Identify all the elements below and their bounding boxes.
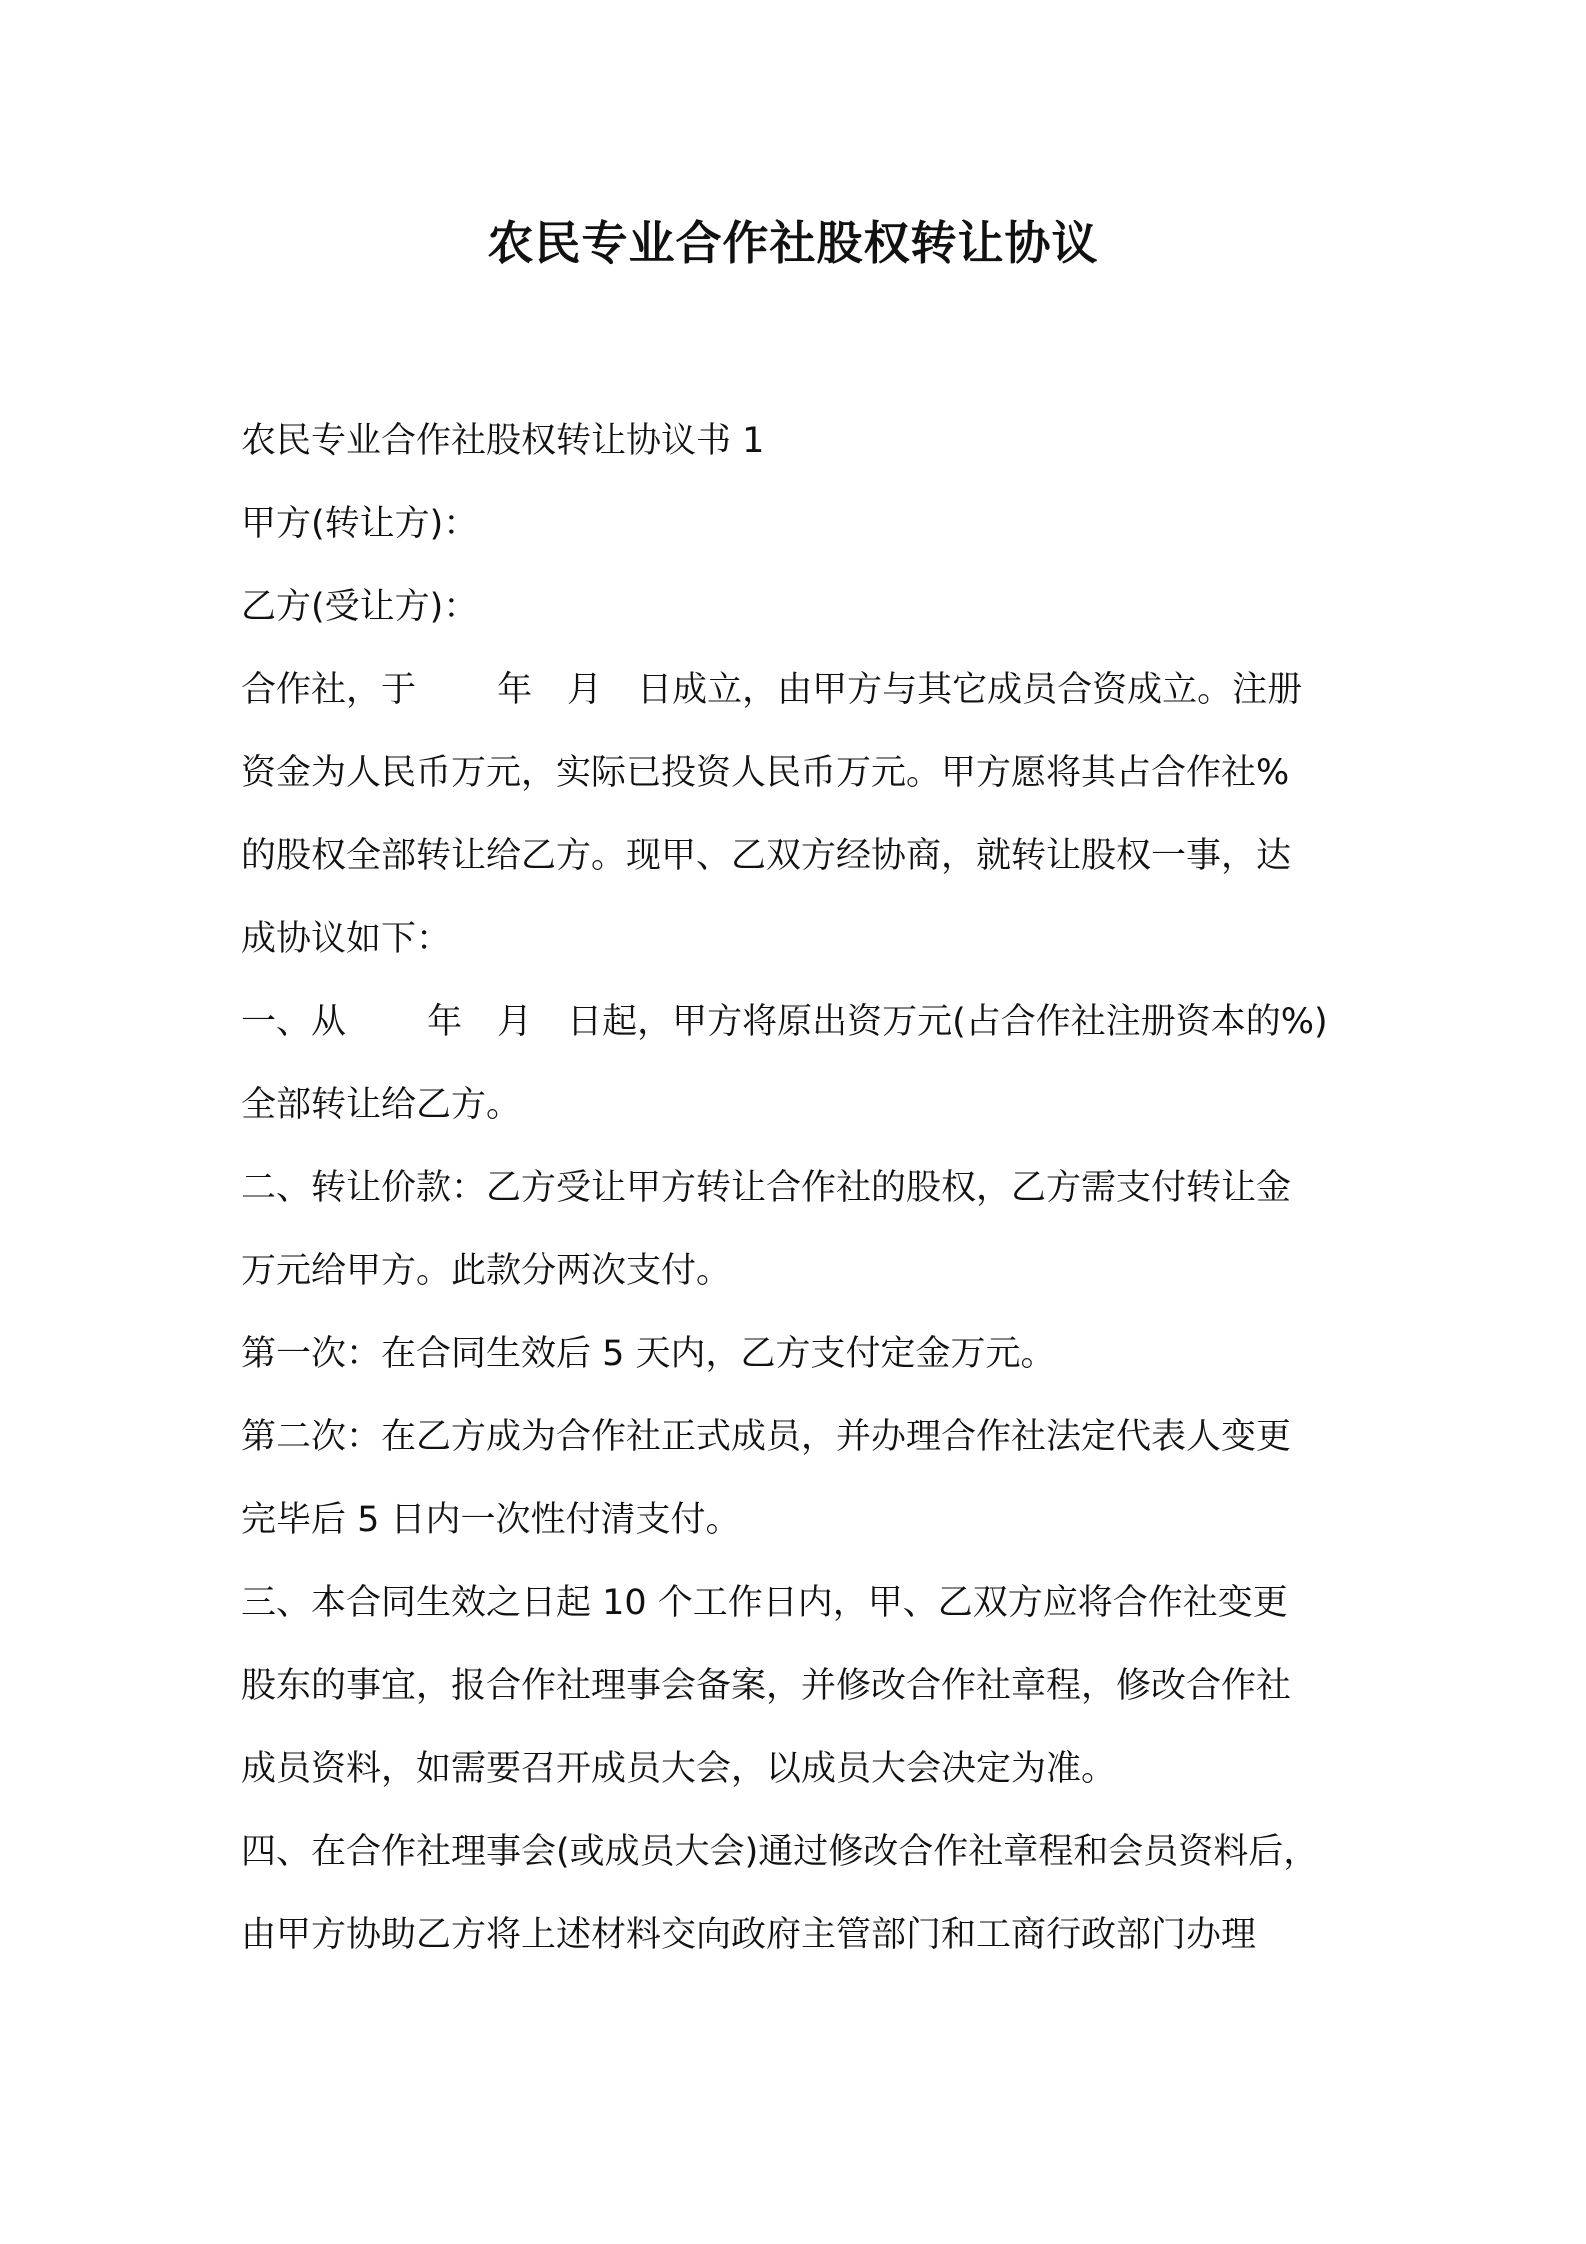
clause-three-line: 股东的事宜，报合作社理事会备案，并修改合作社章程，修改合作社 <box>241 1666 1292 1706</box>
second-payment-line: 完毕后 5 日内一次性付清支付。 <box>241 1500 741 1540</box>
clause-two-line: 万元给甲方。此款分两次支付。 <box>241 1251 732 1291</box>
paragraph-line: 成协议如下： <box>241 919 452 959</box>
paragraph-line: 合作社，于 年 月 日成立，由甲方与其它成员合资成立。注册 <box>241 670 1303 710</box>
clause-three-line: 成员资料，如需要召开成员大会，以成员大会决定为准。 <box>241 1749 1117 1789</box>
party-a-line: 甲方(转让方)： <box>241 504 479 544</box>
first-payment-line: 第一次：在合同生效后 5 天内，乙方支付定金万元。 <box>241 1334 1056 1374</box>
document-body <box>241 411 1361 1988</box>
clause-one-line: 一、从 年 月 日起，甲方将原出资万元(占合作社注册资本的%) <box>241 1002 1328 1042</box>
clause-four-line: 由甲方协助乙方将上述材料交向政府主管部门和工商行政部门办理 <box>241 1915 1257 1955</box>
second-payment-line: 第二次：在乙方成为合作社正式成员，并办理合作社法定代表人变更 <box>241 1417 1292 1457</box>
document-title: 农民专业合作社股权转让协议 <box>487 216 1099 270</box>
paragraph-line: 资金为人民币万元，实际已投资人民币万元。甲方愿将其占合作社% <box>241 753 1290 793</box>
clause-two-line: 二、转让价款：乙方受让甲方转让合作社的股权，乙方需支付转让金 <box>241 1168 1292 1208</box>
clause-one-line: 全部转让给乙方。 <box>241 1085 522 1125</box>
clause-three-line: 三、本合同生效之日起 10 个工作日内，甲、乙双方应将合作社变更 <box>241 1583 1288 1623</box>
party-b-line: 乙方(受让方)： <box>241 587 479 627</box>
paragraph-line: 的股权全部转让给乙方。现甲、乙双方经协商，就转让股权一事，达 <box>241 836 1292 876</box>
agreement-subtitle: 农民专业合作社股权转让协议书 1 <box>241 421 765 461</box>
clause-four-line: 四、在合作社理事会(或成员大会)通过修改合作社章程和会员资料后， <box>241 1832 1319 1872</box>
